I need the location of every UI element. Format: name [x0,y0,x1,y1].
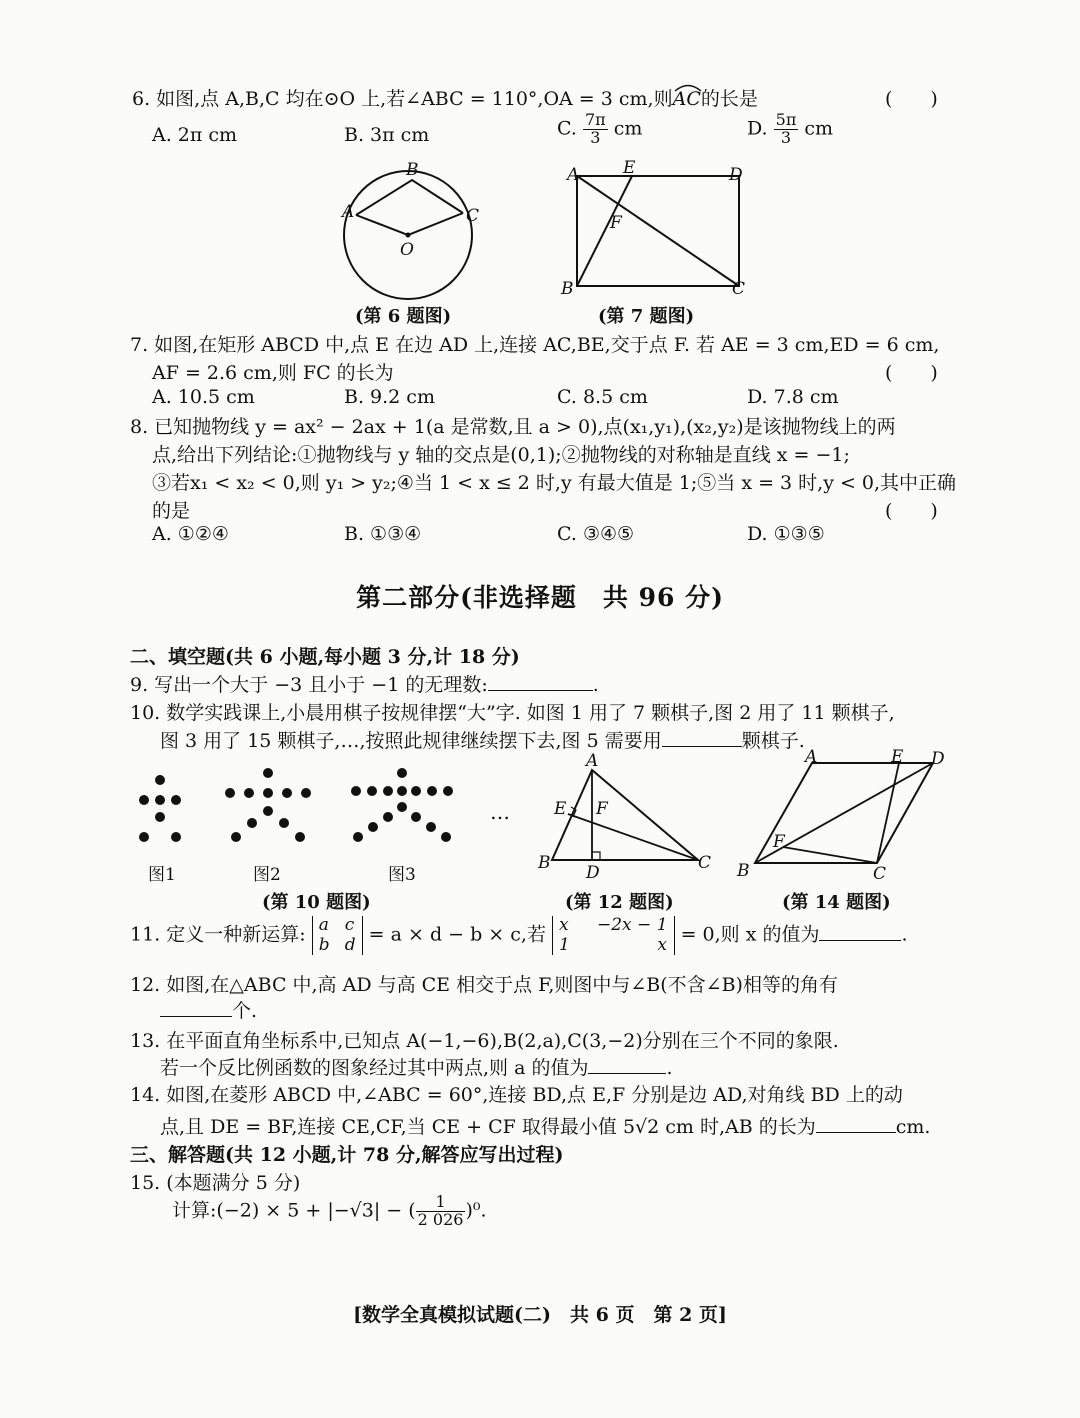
determinant-definition: a c b d [312,916,363,955]
label-c: C [698,853,712,873]
q7-option-b: B. 9.2 cm [344,386,435,408]
figure-3-dots [351,768,453,842]
determinant-equation: x −2x − 1 1 x [552,916,675,955]
q13-stem-line1: 13. 在平面直角坐标系中,已知点 A(−1,−6),B(2,a),C(3,−2)分别在三个不同的象限. [130,1030,839,1052]
q8-option-a: A. ①②④ [152,523,229,545]
q13-answer-blank[interactable] [588,1055,666,1074]
label-d: D [729,165,743,185]
q7-option-c: C. 8.5 cm [557,386,648,408]
q12-stem-line1: 12. 如图,在△ABC 中,高 AD 与高 CE 相交于点 F,则图中与∠B(不含∠B)相等的角有 [130,974,838,996]
q6-answer-paren: ( ) [885,88,938,110]
solution-section-heading: 三、解答题(共 12 小题,计 78 分,解答应写出过程) [130,1144,564,1166]
q10-ellipsis: … [490,800,510,824]
q6-option-a: A. 2π cm [152,124,238,146]
label-a: A [805,748,818,767]
q6-option-c-fraction: $\frac{7\pi}{3}$ [584,110,606,147]
q9-stem: 9. 写出一个大于 −3 且小于 −1 的无理数: . [130,674,599,696]
center-point [406,233,411,238]
q7-option-d: D. 7.8 cm [747,386,839,408]
label-c: C [873,864,887,883]
label-d: D [586,863,600,883]
altitude-ce [568,814,698,860]
q6-option-c: C. $\frac{7\pi}{3}$ cm [557,110,643,147]
q14-rhombus-figure [735,748,955,883]
q10-figure1-label: 图1 [148,865,176,885]
q6-circle-figure [330,155,500,305]
fill-in-section-heading: 二、填空题(共 6 小题,每小题 3 分,计 18 分) [130,646,520,668]
q12-triangle-figure [530,750,720,885]
q10-figure-caption: (第 10 题图) [262,892,371,913]
q6-figure-caption: (第 6 题图) [355,306,452,327]
label-c: C [466,206,480,226]
arc-symbol-icon [673,82,703,92]
q15-expression: 计算:(−2) × 5 + |−√3| − ( $\frac{1}{2 026}$ )⁰. [172,1192,487,1229]
label-f: F [596,799,608,819]
label-a: A [586,751,599,771]
q13-stem-line2: 若一个反比例函数的图象经过其中两点,则 a 的值为 . [160,1057,673,1079]
label-c: C [732,279,746,299]
q14-answer-blank[interactable] [816,1114,896,1133]
q14-stem-line1: 14. 如图,在菱形 ABCD 中,∠ABC = 60°,连接 BD,点 E,F 分别是边 AD,对角线 BD 上的动 [130,1084,903,1106]
q10-stem-line1: 10. 数学实践课上,小晨用棋子按规律摆“大”字. 如图 1 用了 7 颗棋子,图 2 用了 11 颗棋子, [130,702,895,724]
figure-2-dots [225,768,311,842]
q7-stem-line2: AF = 2.6 cm,则 FC 的长为 [152,362,394,384]
q14-stem-line2: 点,且 DE = BF,连接 CE,CF,当 CE + CF 取得最小值 5√2 cm 时,AB 的长为 cm. [160,1116,931,1138]
q10-stem-line2: 图 3 用了 15 颗棋子,…,按照此规律继续摆下去,图 5 需要用 颗棋子. [160,730,805,752]
q12-answer-blank[interactable] [160,998,232,1017]
q12-stem-line2: 个. [160,996,257,1023]
q15-fraction: $\frac{1}{2 026}$ [417,1192,464,1229]
right-angle-d [592,852,600,860]
q8-stem-line2: 点,给出下列结论:①抛物线与 y 轴的交点是(0,1);②抛物线的对称轴是直线 x = −1; [152,444,850,466]
q8-stem-line3: ③若x₁ < x₂ < 0,则 y₁ > y₂;④当 1 < x ≤ 2 时,y 有最大值是 1;⑤当 x = 3 时,y < 0,其中正确 [152,472,957,494]
label-e: E [623,160,636,178]
label-b: B [538,853,551,873]
q6-stem: 6. 如图,点 A,B,C 均在⊙O 上,若∠ABC = 110°,OA = 3 cm,则 AC的长是 [132,84,758,111]
q8-option-b: B. ①③④ [344,523,422,545]
segment-cf [783,847,877,863]
q8-answer-paren: ( ) [885,500,938,522]
q9-answer-blank[interactable] [488,672,593,691]
q7-option-a: A. 10.5 cm [152,386,255,408]
label-b: B [406,160,419,180]
label-b: B [737,861,750,881]
radii-oa-oc [356,213,463,235]
figure-1-dots [139,775,181,842]
q6-option-b: B. 3π cm [344,124,430,146]
label-f: F [610,213,622,233]
label-f: F [773,832,785,852]
label-o: O [400,240,414,260]
q10-figure3-label: 图3 [388,865,416,885]
q7-rectangle-figure [555,160,755,300]
q7-answer-paren: ( ) [885,362,938,384]
q7-stem-line1: 7. 如图,在矩形 ABCD 中,点 E 在边 AD 上,连接 AC,BE,交于点 F. 若 AE = 3 cm,ED = 6 cm, [130,334,940,356]
label-d: D [931,749,945,769]
q8-stem-line1: 8. 已知抛物线 y = ax² − 2ax + 1(a 是常数,且 a > 0),点(x₁,y₁),(x₂,y₂)是该抛物线上的两 [130,416,896,438]
segment-ce [877,763,899,863]
q10-figure2-label: 图2 [253,865,281,885]
q11-stem: 11. 定义一种新运算: a c b d = a × d − b × c,若 x −2x − 1 1 x = 0,则 x 的值为 . [130,915,908,955]
q6-option-d-fraction: $\frac{5\pi}{3}$ [775,110,797,147]
q11-answer-blank[interactable] [819,922,901,941]
q8-option-c: C. ③④⑤ [557,523,635,545]
q10-dot-patterns [130,765,520,850]
label-a: A [342,202,355,222]
q12-figure-caption: (第 12 题图) [565,892,674,913]
q10-answer-blank[interactable] [662,728,742,747]
label-a: A [567,165,580,185]
q14-figure-caption: (第 14 题图) [782,892,891,913]
label-b: B [561,279,574,299]
page-footer: [数学全真模拟试题(二) 共 6 页 第 2 页] [353,1304,727,1326]
label-e: E [891,748,904,767]
q8-stem-line4: 的是 [152,500,191,522]
segment-be [577,176,632,286]
part-two-heading: 第二部分(非选择题 共 96 分) [356,583,724,612]
q8-option-d: D. ①③⑤ [747,523,825,545]
diagonal-ac [577,176,739,286]
q6-option-d: D. $\frac{5\pi}{3}$ cm [747,110,834,147]
q15-title: 15. (本题满分 5 分) [130,1172,301,1194]
q7-figure-caption: (第 7 题图) [598,306,695,327]
label-e: E [554,799,567,819]
